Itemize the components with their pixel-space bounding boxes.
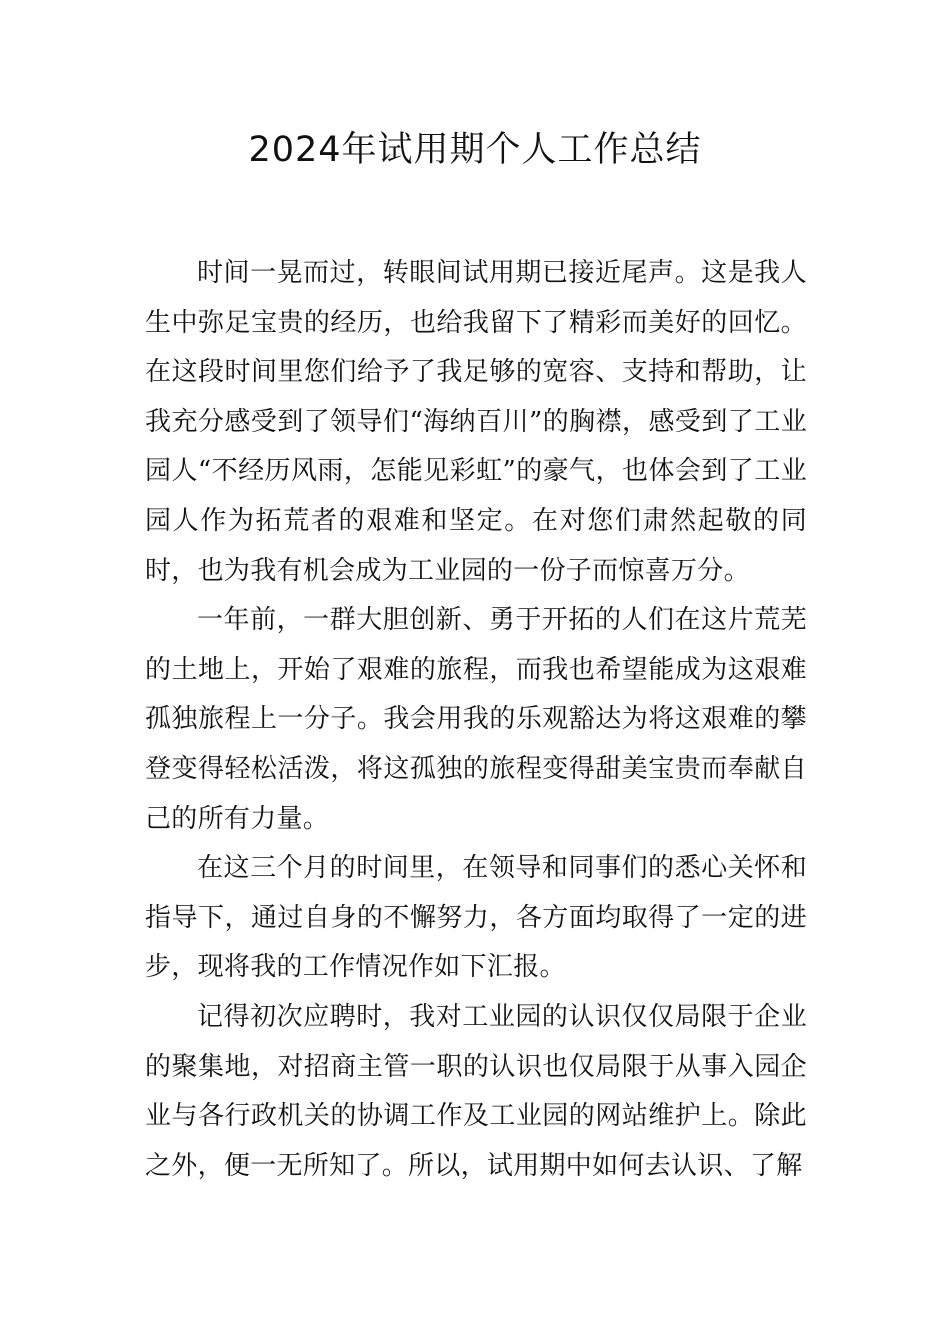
paragraph-3: 在这三个月的时间里，在领导和同事们的悉心关怀和指导下，通过自身的不懈努力，各方面均取得了一定的进步，现将我的工作情况作如下汇报。: [145, 853, 807, 983]
paragraph-1: 时间一晃而过，转眼间试用期已接近尾声。这是我人生中弥足宝贵的经历，也给我留下了精彩而美好的回忆。在这段时间里您们给予了我足够的宽容、支持和帮助，让我充分感受到了领导们“海纳百川”的胸襟，感受到了工业园人“不经历风雨，怎能见彩虹”的豪气，也体会到了工业园人作为拓荒者的艰难和坚定。在对您们肃然起敬的同时，也为我有机会成为工业园的一份子而惊喜万分。: [145, 258, 807, 586]
paragraph-4: 记得初次应聘时，我对工业园的认识仅仅局限于企业的聚集地，对招商主管一职的认识也仅局限于从事入园企业与各行政机关的协调工作及工业园的网站维护上。除此之外，便一无所知了。所以，试用期中如何去认识、了解: [145, 1001, 807, 1181]
document-body: [145, 249, 807, 1191]
document-title: 2024年试用期个人工作总结: [248, 130, 702, 170]
paragraph-2: 一年前，一群大胆创新、勇于开拓的人们在这片荒芜的土地上，开始了艰难的旅程，而我也希望能成为这艰难孤独旅程上一分子。我会用我的乐观豁达为将这艰难的攀登变得轻松活泼，将这孤独的旅程变得甜美宝贵而奉献自己的所有力量。: [145, 605, 807, 834]
